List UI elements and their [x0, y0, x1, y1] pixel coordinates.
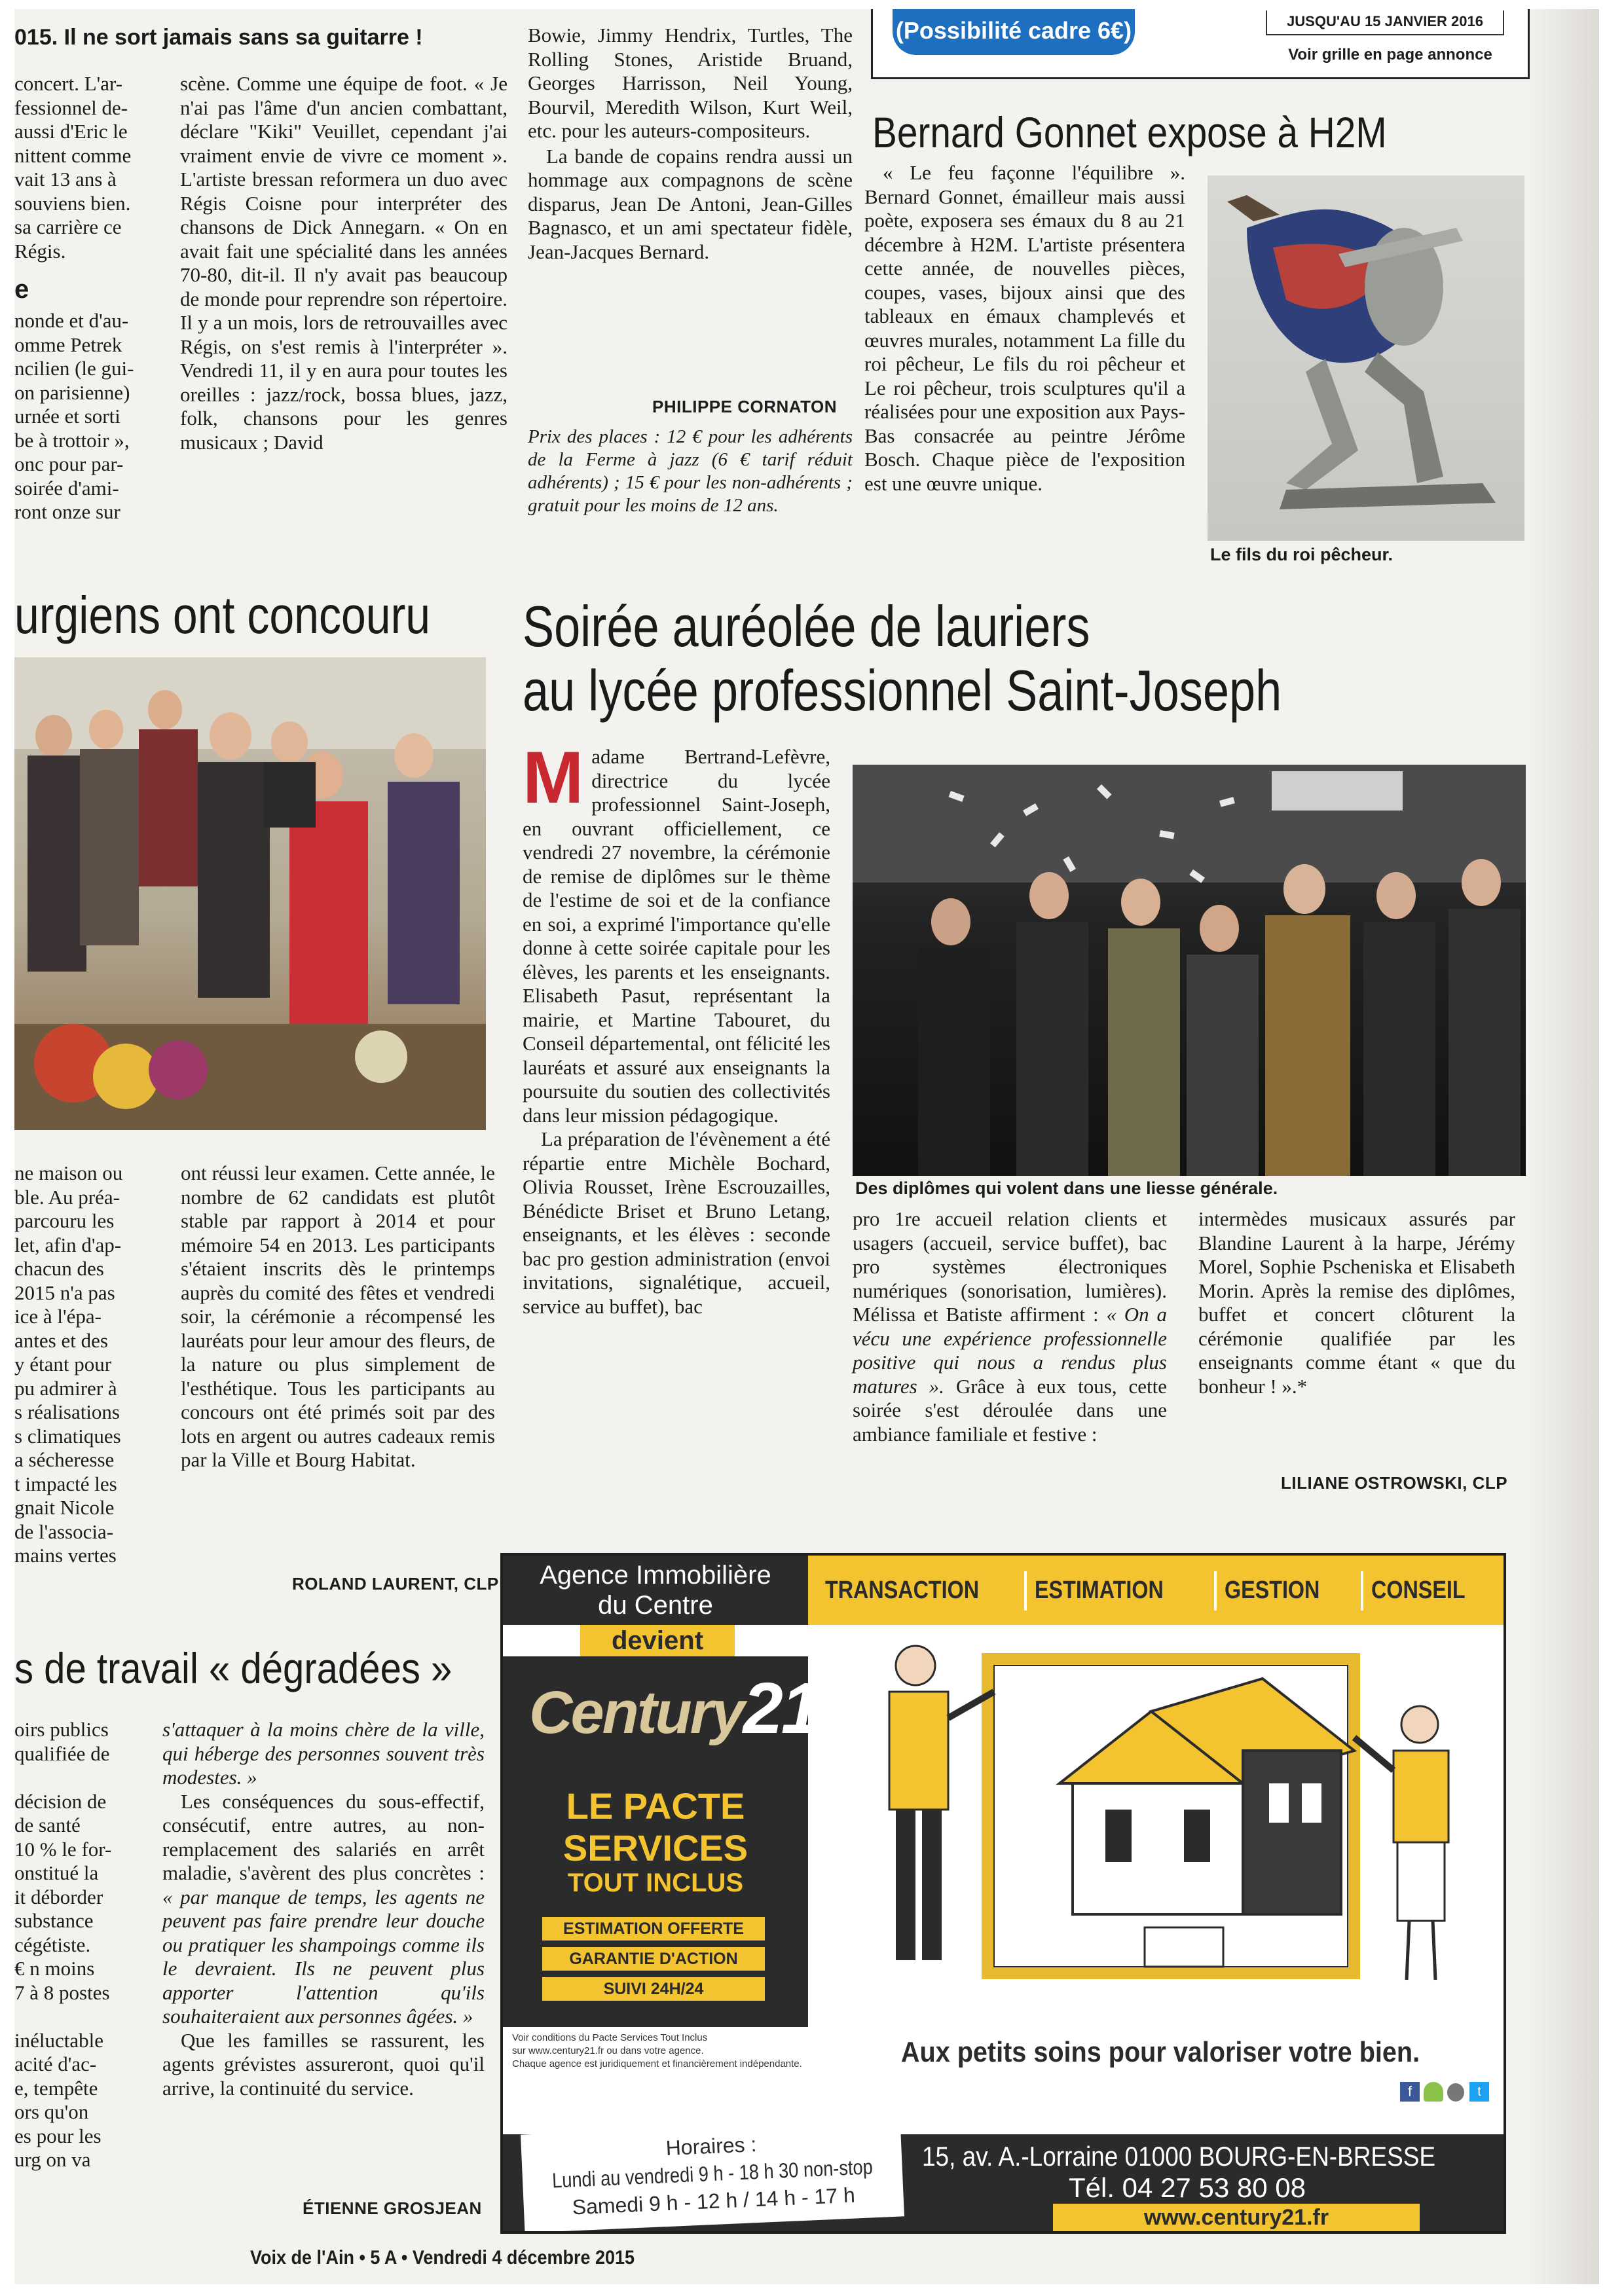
concours-col-a-line: parcouru les	[14, 1209, 115, 1232]
concours-headline: urgiens ont concouru	[14, 586, 431, 644]
ad-address: 15, av. A.-Lorraine 01000 BOURG-EN-BRESSE	[922, 2141, 1436, 2172]
top-left-col-a2-line: be à trottoir »,	[14, 428, 130, 452]
ad-badge-suivi: SUIVI 24H/24	[542, 1977, 765, 2001]
concours-col-a	[14, 1161, 152, 1568]
top-left-col-a2-line: soirée d'ami-	[14, 476, 119, 500]
ad-social-icons	[1400, 2082, 1492, 2105]
travail-col-a-line: it déborder	[14, 1885, 103, 1908]
gonnet-headline: Bernard Gonnet expose à H2M	[872, 108, 1387, 156]
ad-hours-weekdays: Lundi au vendredi 9 h - 18 h 30 non-stop	[551, 2155, 874, 2193]
sculpture-illustration	[1208, 175, 1524, 541]
house-illustration	[843, 1639, 1492, 2006]
top-left-col-a2-line: onc pour par-	[14, 452, 124, 475]
lycee-col-2b: Grâce à eux tous, cette soirée s'est déroulée dans une ambiance familiale et festive :	[853, 1374, 1167, 1446]
ad-pacte-1: LE PACTE	[566, 1785, 745, 1827]
travail-col-a-line: ors qu'on	[14, 2100, 89, 2123]
concours-signature: ROLAND LAURENT, CLP	[292, 1574, 499, 1594]
top-left-col-a-line: sa carrière ce	[14, 215, 122, 238]
travail-headline: s de travail « dégradées »	[14, 1644, 452, 1692]
gonnet-body-text: « Le feu façonne l'équilibre ». Bernard Gonnet, émailleur mais aussi poète, exposera ses émaux du 8 au 21 décembre à H2M. L'artiste présentera cette année, de nouvelles pièces, coupes, vases, bijoux ainsi que des tableaux en émaux champlevés et œuvres murales, notamment La fille du roi pêcheur, Le fils du roi pêcheur et Le roi pêcheur, trois sculptures qu'il a réalisées pour une exposition aux Pays-Bas consacrée au peintre Jérôme Bosch. Chaque pièce de l'exposition est une œuvre unique.	[864, 161, 1185, 495]
ad-service-conseil: CONSEIL	[1371, 1576, 1466, 1604]
top-ad-box	[871, 9, 1530, 79]
ad-fine-print-2: sur www.century21.fr ou dans votre agence.	[512, 2045, 704, 2056]
travail-col-a-line: e, tempête	[14, 2076, 98, 2100]
top-left-col-a2-line: on parisienne)	[14, 380, 130, 404]
top-left-col-a2-line: ront onze sur	[14, 500, 120, 523]
concours-col-a-line: t impacté les	[14, 1472, 117, 1495]
lycee-celebration-photo	[853, 765, 1526, 1176]
travail-col-b2-text: Les conséquences du sous-effectif, consécutif, entre autres, au non-remplacement des salariés en arrêt maladie, s'avèrent des plus concrètes :	[162, 1789, 485, 1884]
lycee-col-3	[1198, 1207, 1515, 1398]
concours-col-a-line: ice à l'épa-	[14, 1305, 101, 1328]
top-left-col-a-line: Régis.	[14, 239, 66, 263]
lycee-headline-2: au lycée professionnel Saint-Joseph	[523, 658, 1282, 723]
top-ad-until: JUSQU'AU 15 JANVIER 2016	[1266, 10, 1504, 35]
concours-col-a-line: y étant pour	[14, 1353, 112, 1376]
travail-col-a-line: substance	[14, 1909, 94, 1932]
top-left-col-a-line: vait 13 ans à	[14, 168, 117, 191]
ad-service-estimation: ESTIMATION	[1035, 1576, 1164, 1604]
gonnet-sculpture-photo	[1208, 175, 1524, 541]
lycee-col-2	[853, 1207, 1167, 1446]
ad-service-gestion: GESTION	[1225, 1576, 1320, 1604]
top-left-subhead: e	[14, 275, 29, 304]
ad-phone: Tél. 04 27 53 80 08	[1069, 2172, 1306, 2203]
ad-fine-print-1: Voir conditions du Pacte Services Tout Inclus	[512, 2032, 708, 2043]
ad-tagline: Aux petits soins pour valoriser votre bien.	[900, 2036, 1420, 2068]
top-left-col-c-text: Bowie, Jimmy Hendrix, Turtles, The Rolling Stones, Aristide Bruand, Georges Harrisson, Neil Young, Bourvil, Meredith Wilson, Kurt Weil, etc. pour les auteurs-compositeurs.	[528, 24, 853, 142]
top-ad-grid: Voir grille en page annonce	[1288, 46, 1492, 64]
travail-col-a	[14, 1718, 145, 2172]
page-footer: Voix de l'Ain • 5 A • Vendredi 4 décembre 2015	[250, 2247, 635, 2269]
travail-col-a-line: qualifiée de	[14, 1741, 110, 1765]
travail-col-a-line: inéluctable	[14, 2028, 103, 2052]
ad-hours-box	[521, 2118, 904, 2232]
concours-col-a-line: a sécheresse	[14, 1448, 115, 1471]
concours-group-photo	[14, 657, 486, 1130]
concours-col-a-line: let, afin d'ap-	[14, 1233, 122, 1256]
travail-col-a-line: 10 % le for-	[14, 1837, 112, 1861]
top-left-col-c2-text: La bande de copains rendra aussi un hommage aux compagnons de scène disparus, Jean De Antoni, Jean-Gilles Bagnasco, et un ami spectateur fidèle, Jean-Jacques Bernard.	[528, 144, 853, 263]
top-left-col-b-text: scène. Comme une équipe de foot. « Je n'ai pas l'âme d'un ancien combattant, déclare "Kiki" Veuillet, cependant j'ai vraiment envie de vivre ce moment ». L'artiste bressan reformera un duo avec Régis Coisne pour interpréter des chansons de Dick Annegarn. « On en avait fait une spécialité dans les années 70-80, dit-il. Il n'y avait pas beaucoup de monde pour reprendre son répertoire. Il y a un mois, lors de retrouvailles avec Régis, on s'est remis à l'interpréter ». Vendredi 11, il y en aura pour toutes les oreilles : jazz/rock, bossa blues, jazz, folk, chansons pour les genres musicaux ; David	[180, 72, 507, 454]
ad-brand-logo	[529, 1667, 819, 1750]
travail-col-b2	[162, 1790, 485, 2029]
apple-icon[interactable]	[1447, 2083, 1464, 2102]
ad-divider-3	[1361, 1571, 1363, 1611]
ad-pacte-3: TOUT INCLUS	[567, 1868, 744, 1897]
lycee-dropcap: M	[523, 737, 584, 818]
top-left-prices: Prix des places : 12 € pour les adhérents de la Ferme à jazz (6 € tarif réduit adhérents) ; 15 € pour les non-adhérents ; gratuit pour les moins de 12 ans.	[528, 426, 853, 516]
travail-col-a-line	[14, 1766, 145, 1790]
ad-fine-print-3: Chaque agence est juridiquement et financièrement indépendante.	[512, 2058, 802, 2069]
top-left-col-c	[528, 24, 853, 264]
lycee-signature: LILIANE OSTROWSKI, CLP	[1281, 1473, 1508, 1493]
concours-col-b-text: ont réussi leur examen. Cette année, le nombre de 62 candidats est plutôt stable par rapport à 2014 et pour mémoire 54 en 2013. Les participants s'étaient inscrits dès le printemps auprès du comité des fêtes et vendredi soir, la cérémonie a récompensé les lauréats pour leur amour des fleurs, de la nature ou plus simplement de l'esthétique. Tous les participants au concours ont été primés soit par des lots en argent ou autres cadeaux remis par la Ville et Bourg Habitat.	[181, 1161, 495, 1471]
travail-col-b2-quote: « par manque de temps, les agents ne peuvent pas faire prendre leur douche ou pratiquer les shampoings comme ils le devraient. Ils ne peuvent plus apporter l'attention qu'ils souhaiteraient aux personnes âgées. »	[162, 1885, 485, 2028]
top-left-col-a	[14, 72, 160, 524]
top-left-col-b	[180, 72, 507, 454]
android-icon[interactable]	[1424, 2082, 1443, 2102]
lycee-p2: La préparation de l'évènement a été répartie entre Michèle Bochard, Olivia Rousset, Irène Escrouzailles, Bénédicte Briset et Bruno Letang, enseignants, et les élèves : seconde bac pro gestion administration (envoi invitations, signalétique, accueil, service au buffet), bac	[523, 1127, 830, 1318]
lycee-col-2-text	[853, 1207, 1167, 1446]
lycee-p1-text: adame Bertrand-Lefèvre, directrice du lycée professionnel Saint-Joseph, en ouvrant officiellement, ce vendredi 27 novembre, la cérémonie de remise de diplômes sur le thème de l'estime de soi et de la confiance en soi, a exprimé l'importance qu'elle donne à cette soirée capitale pour les élèves, les parents et les enseignants. Elisabeth Pasut, représentant la mairie, et Martine Tabouret, du Conseil départemental, ont félicité les lauréats et assuré aux enseignants la poursuite du soutien des collectivités dans leur mission pédagogique.	[523, 745, 830, 1127]
lycee-headline-1: Soirée auréolée de lauriers	[523, 594, 1090, 659]
lycee-col-1	[523, 737, 830, 1319]
group-illustration	[14, 657, 486, 1130]
travail-col-a-line: oirs publics	[14, 1718, 109, 1741]
travail-col-a-line: 7 à 8 postes	[14, 1980, 110, 2004]
ad-agency-line-1: Agence Immobilière	[540, 1561, 771, 1590]
concours-col-a-line: ble. Au préa-	[14, 1185, 120, 1209]
facebook-icon[interactable]: f	[1400, 2082, 1420, 2102]
ad-brand-number: 21	[743, 1668, 819, 1749]
twitter-icon[interactable]: t	[1469, 2082, 1489, 2102]
concours-col-a-line: ne maison ou	[14, 1161, 123, 1184]
concours-col-a-line: antes et des	[14, 1328, 108, 1352]
travail-col-a-line: € n moins	[14, 1957, 95, 1980]
ad-website-bar[interactable]: www.century21.fr	[1053, 2204, 1420, 2231]
ad-agency-line-2: du Centre	[598, 1591, 713, 1620]
travail-col-a-line: cégétiste.	[14, 1933, 91, 1956]
page-edge-shadow	[1527, 9, 1599, 2284]
ad-hours-title: Horaires :	[665, 2132, 758, 2160]
gonnet-body	[864, 161, 1185, 496]
celebration-illustration	[853, 765, 1526, 1176]
ad-service-transaction: TRANSACTION	[825, 1576, 980, 1604]
century21-ad	[500, 1553, 1506, 2234]
top-left-signature: PHILIPPE CORNATON	[652, 397, 838, 416]
travail-col-a-line: décision de	[14, 1789, 107, 1813]
top-ad-pill: (Possibilité cadre 6€)	[893, 9, 1135, 55]
top-left-col-a-line: concert. L'ar-	[14, 72, 123, 95]
concours-col-a-line: mains vertes	[14, 1544, 117, 1567]
top-left-col-a-line: fessionnel de-	[14, 96, 128, 119]
ad-brand-name: Century	[529, 1679, 743, 1746]
ad-badge-estimation: ESTIMATION OFFERTE	[542, 1917, 765, 1941]
travail-col-a-line	[14, 2005, 145, 2029]
travail-col-b	[162, 1718, 485, 2100]
travail-col-b3: Que les familles se rassurent, les agents grévistes assureront, quoi qu'il arrive, la continuité du service.	[162, 2028, 485, 2100]
concours-col-b	[181, 1161, 495, 1472]
gonnet-caption: Le fils du roi pêcheur.	[1210, 545, 1393, 564]
top-left-col-a-line: souviens bien.	[14, 191, 131, 215]
top-left-col-a2-line: nonde et d'au-	[14, 309, 129, 332]
concours-col-a-line: chacun des	[14, 1257, 104, 1280]
top-left-col-a-line: nittent comme	[14, 143, 132, 167]
ad-pacte-2: SERVICES	[563, 1827, 748, 1868]
travail-signature: ÉTIENNE GROSJEAN	[303, 2198, 482, 2218]
lycee-col-2-quote: « On a vécu une expérience professionnelle positive qui nous a rendus plus matures ».	[853, 1303, 1167, 1398]
ad-divider-2	[1214, 1571, 1217, 1611]
concours-col-a-line: pu admirer à	[14, 1376, 117, 1400]
lycee-caption: Des diplômes qui volent dans une liesse générale.	[855, 1178, 1278, 1198]
travail-col-a-line: urg on va	[14, 2148, 91, 2171]
concours-col-a-line: s climatiques	[14, 1424, 121, 1448]
travail-col-a-line: de santé	[14, 1813, 81, 1836]
top-left-col-a2-line: urnée et sorti	[14, 405, 120, 428]
ad-divider-1	[1024, 1571, 1027, 1611]
concours-col-a-line: 2015 n'a pas	[14, 1281, 115, 1304]
top-left-col-a-line: aussi d'Eric le	[14, 120, 128, 143]
top-left-col-a2-line: omme Petrek	[14, 333, 122, 356]
ad-badge-garantie: GARANTIE D'ACTION	[542, 1947, 765, 1971]
top-left-col-a2-line: ncilien (le gui-	[14, 357, 134, 380]
lycee-p1	[523, 737, 830, 1127]
ad-hours-saturday: Samedi 9 h - 12 h / 14 h - 17 h	[571, 2183, 856, 2219]
lycee-col-3-text: intermèdes musicaux assurés par Blandine Laurent à la harpe, Jérémy Morel, Sophie Pscheniska et Elisabeth Morin. Après la remise des diplômes, buffet et concert clôturent la cérémonie qualifiée par les enseignants comme étant « que du bonheur ! ».*	[1198, 1207, 1515, 1398]
lycee-col-2a: pro 1re accueil relation clients et usagers (accueil, service buffet), bac pro systèmes électroniques numériques (sonorisation, lumières). Mélissa et Batiste affirment :	[853, 1207, 1167, 1326]
travail-col-a-line: es pour les	[14, 2124, 101, 2147]
travail-col-a-line: acité d'ac-	[14, 2052, 97, 2075]
concours-col-a-line: de l'associa-	[14, 1520, 114, 1543]
travail-col-a-line: onstitué la	[14, 1861, 99, 1884]
concours-col-a-line: gnait Nicole	[14, 1496, 115, 1519]
ad-becomes-box: devient	[580, 1625, 735, 1656]
top-left-headline: 015. Il ne sort jamais sans sa guitarre !	[14, 25, 423, 50]
travail-col-b1: s'attaquer à la moins chère de la ville, qui héberge des personnes souvent très modestes. »	[162, 1718, 485, 1789]
newspaper-page	[14, 9, 1599, 2284]
concours-col-a-line: s réalisations	[14, 1400, 120, 1423]
